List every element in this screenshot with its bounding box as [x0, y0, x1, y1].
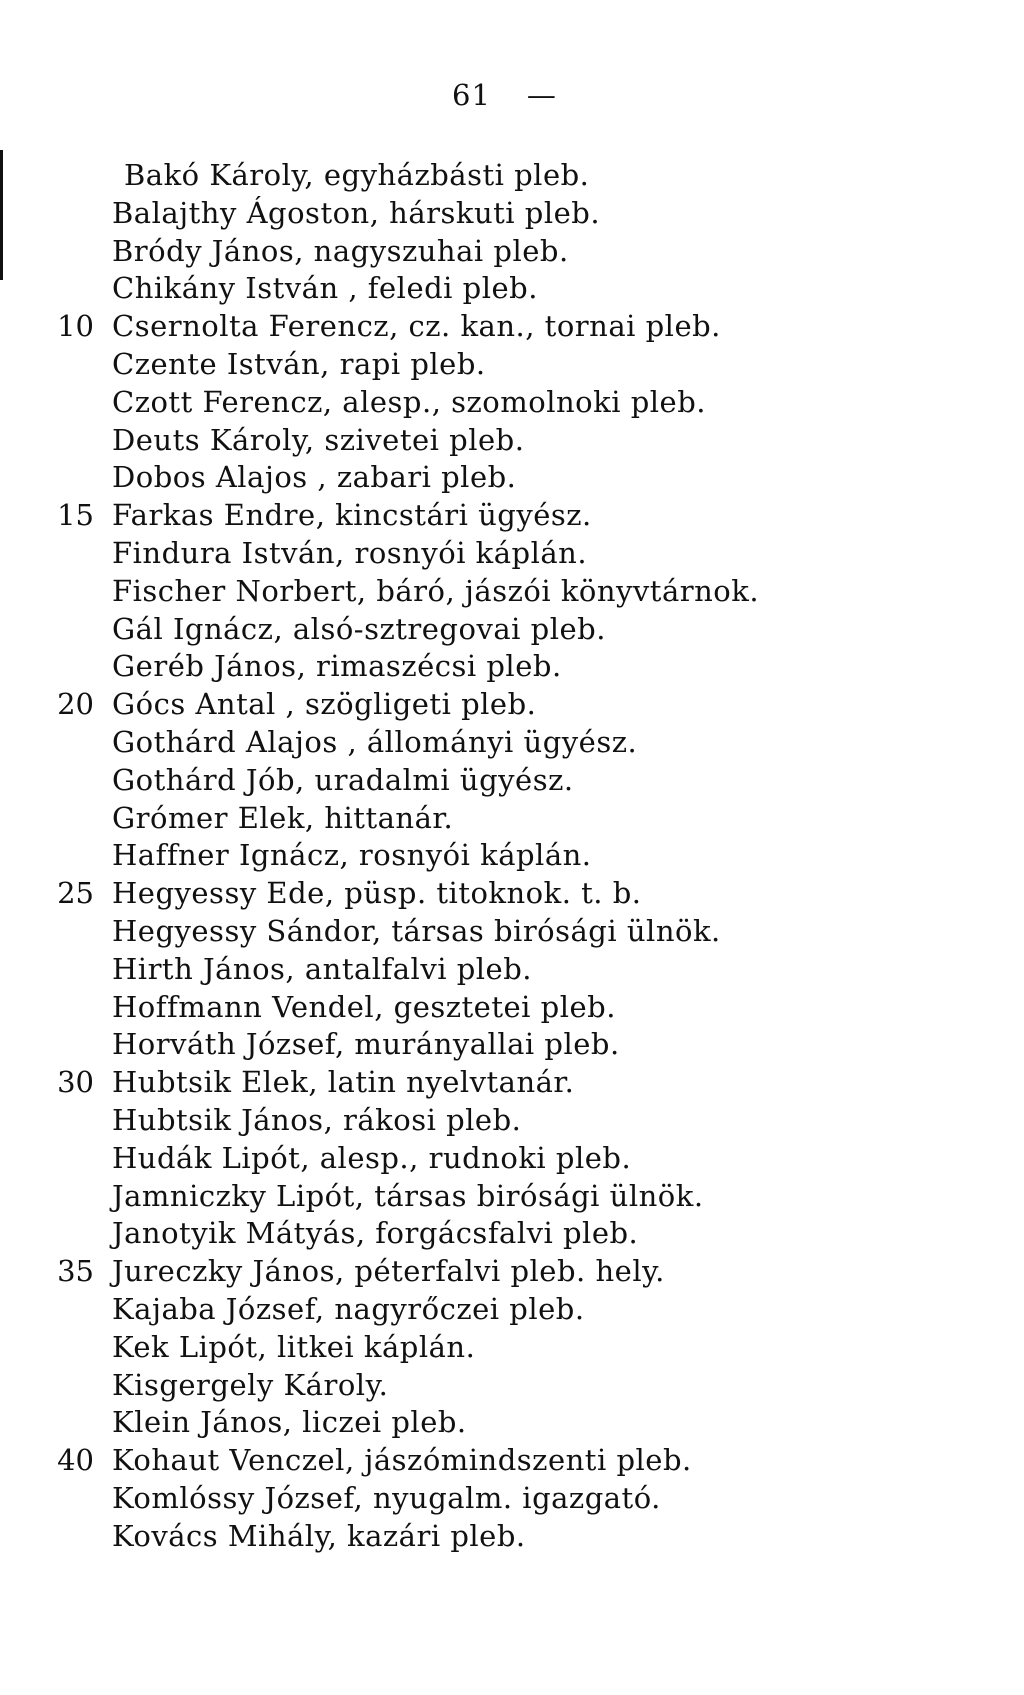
entry-text: Klein János, liczei pleb. — [112, 1405, 467, 1440]
entry-text: Chikány István , feledi pleb. — [112, 271, 538, 306]
entry-text: Janotyik Mátyás, forgácsfalvi pleb. — [112, 1216, 639, 1251]
list-item — [0, 913, 1024, 951]
list-item — [0, 1064, 1024, 1102]
list-item — [0, 270, 1024, 308]
list-item — [0, 308, 1024, 346]
list-item — [0, 762, 1024, 800]
entry-text: Jamniczky Lipót, társas birósági ülnök. — [112, 1178, 704, 1213]
entry-text: Geréb János, rimaszécsi pleb. — [112, 649, 562, 684]
entry-text: Balajthy Ágoston, hárskuti pleb. — [112, 195, 601, 230]
list-item — [0, 1442, 1024, 1480]
line-number: 20 — [57, 687, 94, 722]
entry-text: Kajaba József, nagyrőczei pleb. — [112, 1291, 585, 1326]
list-item — [0, 648, 1024, 686]
list-item — [0, 1102, 1024, 1140]
entry-text: Gothárd Alajos , állományi ügyész. — [112, 724, 638, 759]
entry-text: Csernolta Ferencz, cz. kan., tornai pleb. — [112, 309, 721, 344]
entry-text: Bakó Károly, egyházbásti pleb. — [124, 158, 590, 192]
list-item — [0, 951, 1024, 989]
entry-text: Grómer Elek, hittanár. — [112, 800, 454, 835]
entry-text: Kisgergely Károly. — [112, 1367, 389, 1402]
entry-text: Horváth József, murányallai pleb. — [112, 1027, 620, 1062]
entry-text: Haffner Ignácz, rosnyói káplán. — [112, 838, 592, 873]
entry-text: Kovács Mihály, kazári pleb. — [112, 1518, 526, 1553]
entry-text: Czente István, rapi pleb. — [112, 346, 486, 381]
entry-text: Deuts Károly, szivetei pleb. — [112, 422, 525, 457]
list-item — [0, 459, 1024, 497]
page-number: 61 — [452, 78, 491, 112]
entry-text: Bródy János, nagyszuhai pleb. — [112, 233, 569, 268]
list-item — [0, 1329, 1024, 1367]
entry-text: Gothárd Jób, uradalmi ügyész. — [112, 762, 574, 797]
line-number: 15 — [57, 498, 94, 533]
entry-text: Czott Ferencz, alesp., szomolnoki pleb. — [112, 384, 706, 419]
entry-text: Hegyessy Sándor, társas birósági ülnök. — [112, 913, 721, 948]
list-item — [0, 346, 1024, 384]
list-item — [0, 157, 1024, 195]
entry-text: Komlóssy József, nyugalm. igazgató. — [112, 1480, 661, 1515]
list-item — [0, 1480, 1024, 1518]
list-item — [0, 233, 1024, 271]
list-item — [0, 686, 1024, 724]
list-item — [0, 384, 1024, 422]
list-item — [0, 497, 1024, 535]
list-item — [0, 422, 1024, 460]
list-item — [0, 989, 1024, 1027]
list-item — [0, 1215, 1024, 1253]
list-item — [0, 611, 1024, 649]
line-number: 30 — [57, 1065, 94, 1100]
list-item — [0, 875, 1024, 913]
line-number: 25 — [57, 876, 94, 911]
entry-text: Gócs Antal , szögligeti pleb. — [112, 687, 537, 722]
entry-text: Jureczky János, péterfalvi pleb. hely. — [112, 1254, 665, 1289]
entry-text: Farkas Endre, kincstári ügyész. — [112, 498, 592, 533]
list-item — [0, 535, 1024, 573]
list-item — [0, 800, 1024, 838]
list-item — [0, 1404, 1024, 1442]
name-list — [0, 157, 1024, 1555]
list-item — [0, 1026, 1024, 1064]
entry-text: Hudák Lipót, alesp., rudnoki pleb. — [112, 1140, 632, 1175]
list-item — [0, 1518, 1024, 1556]
entry-text: Gál Ignácz, alsó-sztregovai pleb. — [112, 611, 606, 646]
entry-text: Hubtsik Elek, latin nyelvtanár. — [112, 1065, 575, 1100]
list-item — [0, 1178, 1024, 1216]
entry-text: Kohaut Venczel, jászómindszenti pleb. — [112, 1443, 692, 1478]
entry-text: Fischer Norbert, báró, jászói könyvtárnok. — [112, 573, 760, 608]
entry-text: Kek Lipót, litkei káplán. — [112, 1329, 476, 1364]
page-dash: — — [526, 78, 557, 112]
list-item — [0, 837, 1024, 875]
list-item — [0, 1367, 1024, 1405]
page-header — [452, 78, 557, 112]
entry-text: Dobos Alajos , zabari pleb. — [112, 460, 517, 495]
line-number: 10 — [57, 309, 94, 344]
list-item — [0, 573, 1024, 611]
list-item — [0, 1253, 1024, 1291]
list-item — [0, 1291, 1024, 1329]
entry-text: Hirth János, antalfalvi pleb. — [112, 951, 532, 986]
list-item — [0, 195, 1024, 233]
line-number: 40 — [57, 1443, 94, 1478]
entry-text: Hubtsik János, rákosi pleb. — [112, 1102, 522, 1137]
list-item — [0, 1140, 1024, 1178]
line-number: 35 — [57, 1254, 94, 1289]
list-item — [0, 724, 1024, 762]
entry-text: Hoffmann Vendel, gesztetei pleb. — [112, 989, 616, 1024]
entry-text: Hegyessy Ede, püsp. titoknok. t. b. — [112, 876, 642, 911]
entry-text: Findura István, rosnyói káplán. — [112, 535, 588, 570]
